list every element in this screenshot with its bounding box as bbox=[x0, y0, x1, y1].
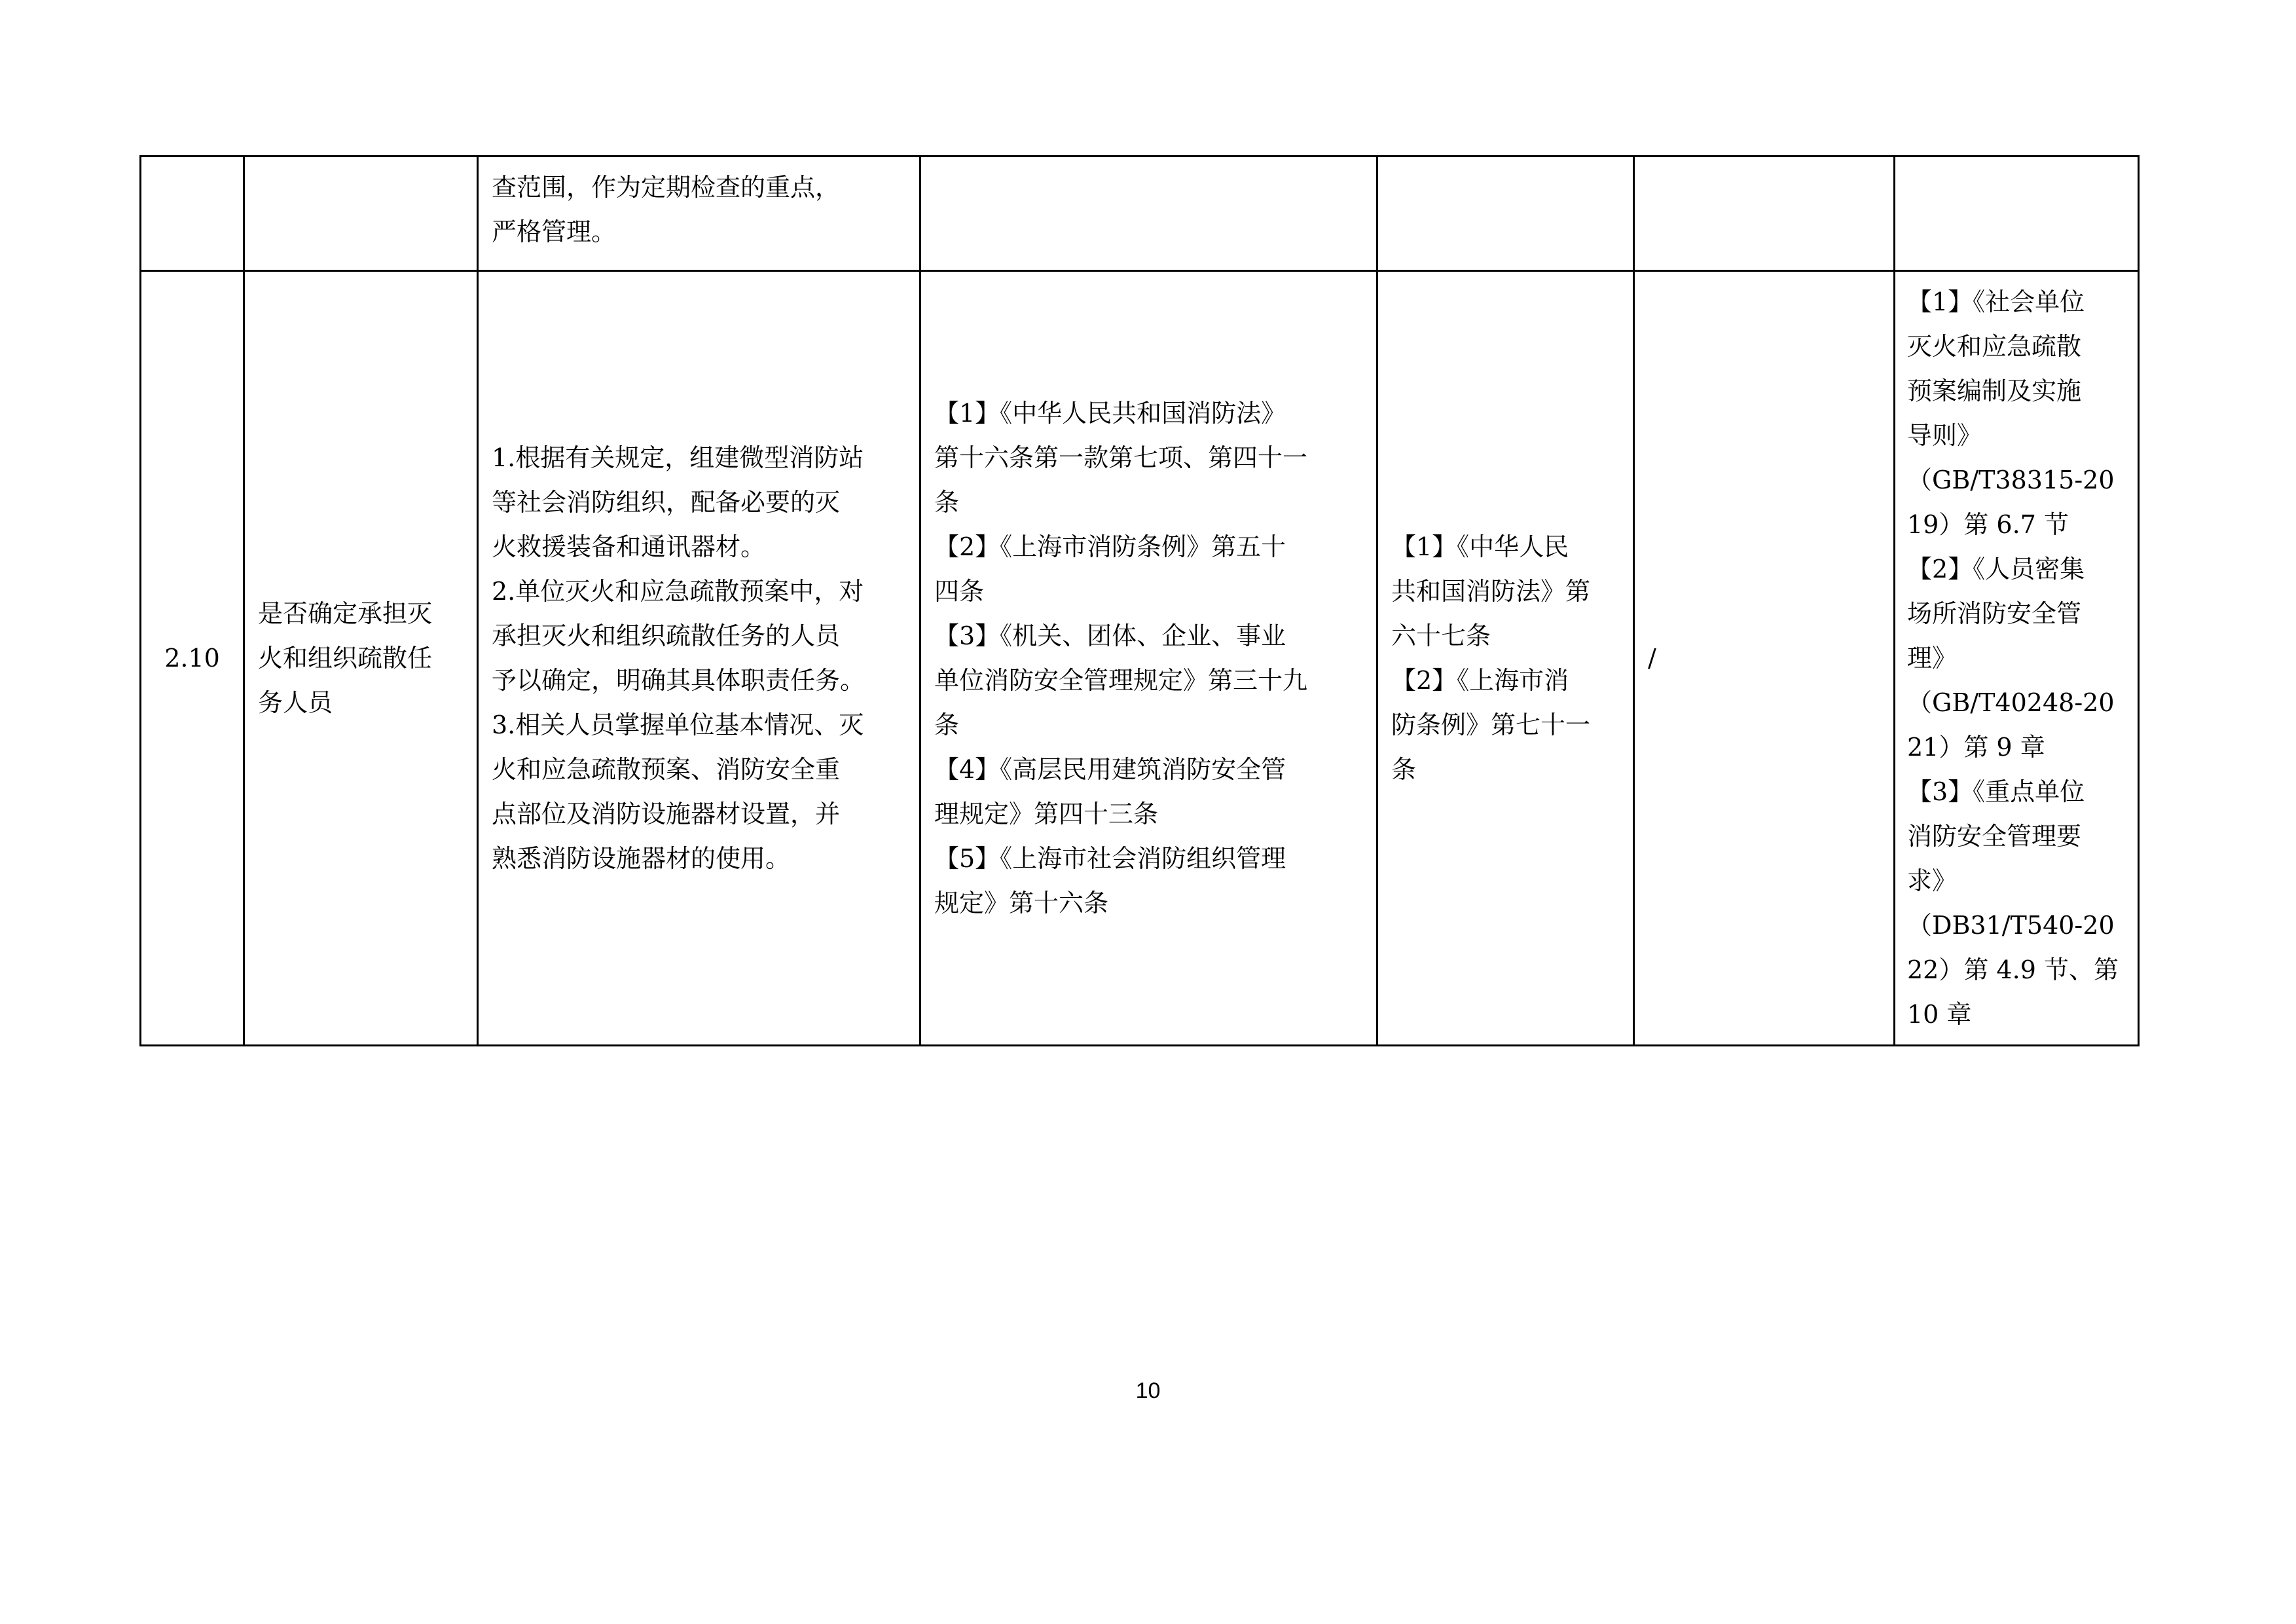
cell-check-content bbox=[478, 271, 920, 1046]
cell-number: 2.10 bbox=[141, 271, 244, 1046]
basis-line: 理规定》第四十三条 bbox=[934, 800, 1159, 828]
content-line: 承担灭火和组织疏散任务的人员 bbox=[492, 621, 841, 650]
content-line: 火和应急疏散预案、消防安全重 bbox=[492, 755, 841, 784]
item-line: 是否确定承担灭 bbox=[258, 599, 433, 628]
content-line: 查范围，作为定期检查的重点， bbox=[492, 173, 841, 202]
basis-line: 规定》第十六条 bbox=[934, 889, 1109, 917]
cell-check-content bbox=[478, 157, 920, 271]
content-line: 2.单位灭火和应急疏散预案中，对 bbox=[492, 577, 864, 606]
page-number: 10 bbox=[1135, 1378, 1161, 1403]
standards-line: 场所消防安全管 bbox=[1907, 599, 2082, 628]
standards-line: 21）第 9 章 bbox=[1907, 733, 2045, 762]
penalty-line: 六十七条 bbox=[1391, 621, 1491, 650]
cell-penalty-basis bbox=[1377, 157, 1634, 271]
content-line: 熟悉消防设施器材的使用。 bbox=[492, 844, 791, 873]
cell-number bbox=[141, 157, 244, 271]
cell-note: / bbox=[1634, 271, 1895, 1046]
standards-line: 22）第 4.9 节、第 bbox=[1907, 955, 2119, 984]
penalty-line: 【2】《上海市消 bbox=[1391, 666, 1569, 695]
content-line: 等社会消防组织，配备必要的灭 bbox=[492, 488, 841, 517]
penalty-line: 共和国消防法》第 bbox=[1391, 577, 1591, 606]
penalty-line: 【1】《中华人民 bbox=[1391, 532, 1569, 561]
basis-line: 第十六条第一款第七项、第四十一 bbox=[934, 443, 1308, 472]
basis-line: 【4】《高层民用建筑消防安全管 bbox=[934, 755, 1286, 784]
standards-line: 【3】《重点单位 bbox=[1907, 777, 2085, 806]
basis-line: 单位消防安全管理规定》第三十九 bbox=[934, 666, 1308, 695]
table-row-2-10 bbox=[141, 271, 2139, 1046]
standards-line: （GB/T40248-20 bbox=[1907, 688, 2115, 717]
standards-line: 理》 bbox=[1907, 644, 1958, 673]
standards-line: 灭火和应急疏散 bbox=[1907, 332, 2082, 361]
cell-legal-basis bbox=[920, 157, 1377, 271]
penalty-line: 条 bbox=[1391, 755, 1417, 784]
standards-line: 预案编制及实施 bbox=[1907, 377, 2082, 405]
cell-legal-basis bbox=[920, 271, 1377, 1046]
cell-check-item bbox=[244, 271, 478, 1046]
content-line: 火救援装备和通讯器材。 bbox=[492, 532, 766, 561]
penalty-line: 防条例》第七十一 bbox=[1391, 710, 1591, 739]
item-line: 务人员 bbox=[258, 688, 333, 717]
content-line: 3.相关人员掌握单位基本情况、灭 bbox=[492, 710, 864, 739]
standards-line: 求》 bbox=[1907, 866, 1958, 895]
content-line: 予以确定，明确其具体职责任务。 bbox=[492, 666, 866, 695]
regulation-table bbox=[139, 155, 2140, 1046]
standards-line: （GB/T38315-20 bbox=[1907, 466, 2115, 494]
standards-line: 19）第 6.7 节 bbox=[1907, 510, 2069, 539]
standards-line: 【2】《人员密集 bbox=[1907, 555, 2085, 583]
basis-line: 条 bbox=[934, 710, 960, 739]
content-line: 1.根据有关规定，组建微型消防站 bbox=[492, 443, 864, 472]
cell-standards bbox=[1895, 157, 2139, 271]
cell-standards bbox=[1895, 271, 2139, 1046]
cell-note bbox=[1634, 157, 1895, 271]
standards-line: 10 章 bbox=[1907, 1000, 1972, 1029]
item-line: 火和组织疏散任 bbox=[258, 644, 433, 673]
basis-line: 【1】《中华人民共和国消防法》 bbox=[934, 399, 1286, 428]
standards-line: 消防安全管理要 bbox=[1907, 822, 2082, 851]
content-line: 点部位及消防设施器材设置，并 bbox=[492, 800, 841, 828]
standards-line: （DB31/T540-20 bbox=[1907, 911, 2115, 940]
basis-line: 条 bbox=[934, 488, 960, 517]
basis-line: 【5】《上海市社会消防组织管理 bbox=[934, 844, 1286, 873]
standards-line: 【1】《社会单位 bbox=[1907, 287, 2085, 316]
content-line: 严格管理。 bbox=[492, 217, 617, 246]
basis-line: 【3】《机关、团体、企业、事业 bbox=[934, 621, 1286, 650]
table-row-continuation bbox=[141, 157, 2139, 271]
cell-penalty-basis bbox=[1377, 271, 1634, 1046]
basis-line: 四条 bbox=[934, 577, 985, 606]
cell-check-item bbox=[244, 157, 478, 271]
basis-line: 【2】《上海市消防条例》第五十 bbox=[934, 532, 1286, 561]
standards-line: 导则》 bbox=[1907, 421, 1982, 450]
